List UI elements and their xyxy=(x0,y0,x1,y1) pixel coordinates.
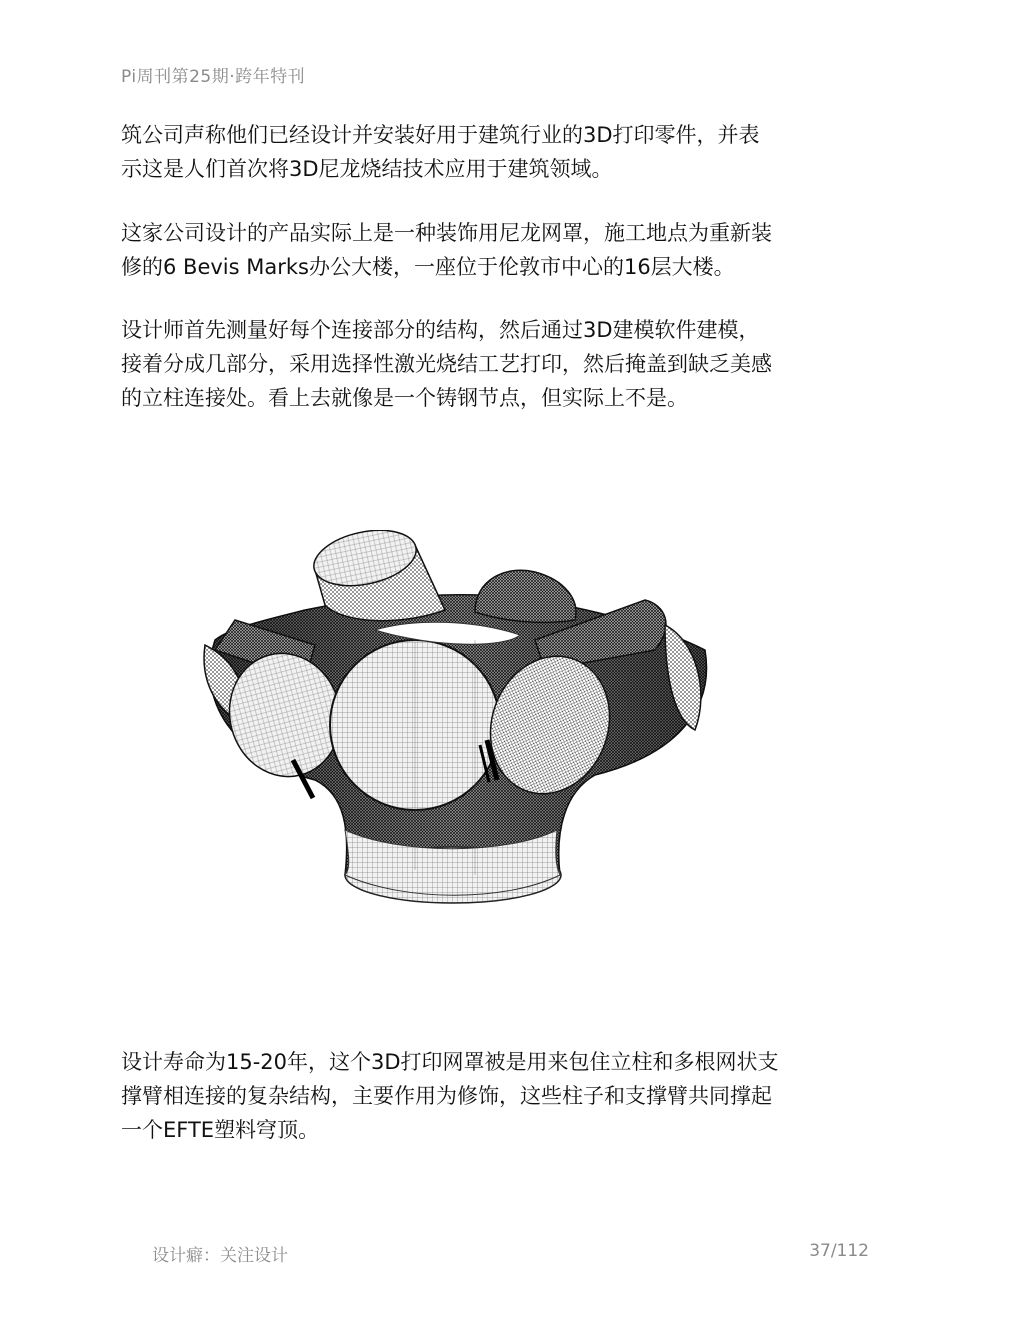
text-line: 这家公司设计的产品实际上是一种装饰用尼龙网罩，施工地点为重新装 xyxy=(121,221,772,245)
paragraph-3 xyxy=(121,313,911,415)
text-line: 接着分成几部分，采用选择性激光烧结工艺打印，然后掩盖到缺乏美感 xyxy=(121,352,772,376)
paragraph-4 xyxy=(121,1045,911,1147)
text-line: 撑臂相连接的复杂结构，主要作用为修饰，这些柱子和支撑臂共同撑起 xyxy=(121,1084,772,1108)
text-line: 示这是人们首次将3D尼龙烧结技术应用于建筑领域。 xyxy=(121,157,613,181)
footer-source: 设计癖：关注设计 xyxy=(152,1246,288,1266)
text-line: 一个EFTE塑料穹顶。 xyxy=(121,1118,320,1142)
magazine-header: Pi周刊第25期·跨年特刊 xyxy=(121,67,306,87)
wireframe-node-drawing xyxy=(175,530,725,910)
text-line: 设计师首先测量好每个连接部分的结构，然后通过3D建模软件建模， xyxy=(121,318,760,342)
text-line: 筑公司声称他们已经设计并安装好用于建筑行业的3D打印零件，并表 xyxy=(121,123,760,147)
text-line: 修的6 Bevis Marks办公大楼，一座位于伦敦市中心的16层大楼。 xyxy=(121,255,735,279)
text-line: 设计寿命为15-20年，这个3D打印网罩被是用来包住立柱和多根网状支 xyxy=(121,1050,779,1074)
wireframe-node-image xyxy=(175,530,725,910)
text-line: 的立柱连接处。看上去就像是一个铸钢节点，但实际上不是。 xyxy=(121,386,688,410)
page-number: 37/112 xyxy=(809,1241,869,1261)
paragraph-1 xyxy=(121,118,911,186)
paragraph-2 xyxy=(121,216,911,284)
